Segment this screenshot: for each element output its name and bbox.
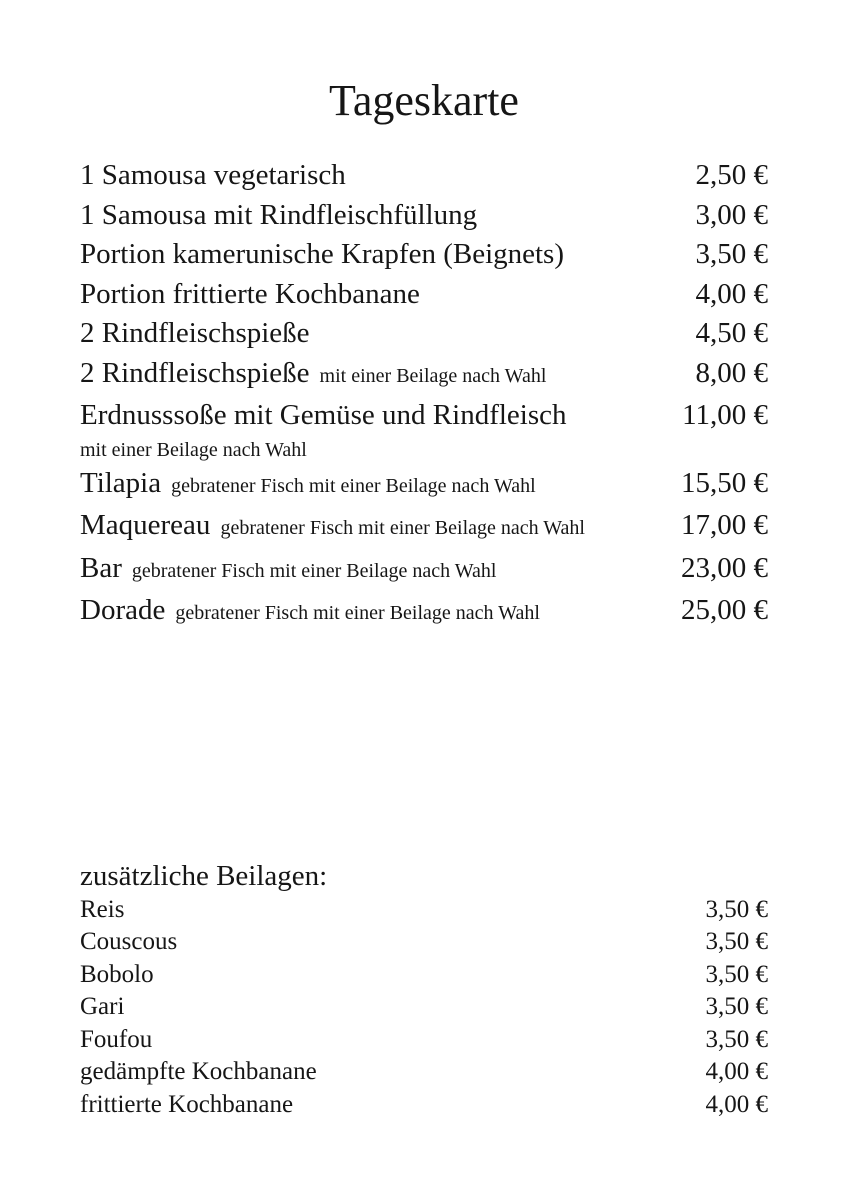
menu-item-text — [80, 235, 768, 275]
menu-item-line — [80, 196, 768, 236]
menu-item-name: Erdnusssoße mit Gemüse und Rindfleisch — [80, 399, 567, 431]
menu-item-name: Portion frittierte Kochbanane — [80, 277, 420, 310]
menu-item-price: 8,00 € — [695, 356, 768, 389]
side-item-name: frittierte Kochbanane — [80, 1091, 294, 1119]
menu-item-name: Tilapia — [80, 466, 162, 499]
menu-item-row — [80, 396, 768, 464]
menu-item-price: 15,50 € — [681, 466, 768, 499]
menu-item-name: 2 Rindfleischspieße — [80, 356, 310, 389]
menu-item-text — [80, 591, 768, 634]
menu-item-text — [80, 506, 768, 549]
menu-item-row — [80, 235, 768, 275]
side-item-row — [80, 894, 768, 927]
menu-item-price: 2,50 € — [695, 159, 768, 191]
menu-item-note: mit einer Beilage nach Wahl — [319, 364, 547, 387]
side-item-price: 3,50 € — [705, 960, 768, 988]
side-item-price: 3,50 € — [705, 993, 768, 1021]
menu-item-note: gebratener Fisch mit einer Beilage nach Wahl — [171, 474, 536, 497]
menu-item-price: 23,00 € — [681, 551, 768, 584]
sides-heading: zusätzliche Beilagen: — [80, 859, 328, 892]
menu-item-line — [80, 591, 768, 634]
sides-section — [80, 858, 768, 1122]
menu-item-row — [80, 275, 768, 315]
side-item-row — [80, 959, 768, 992]
menu-item-row — [80, 591, 768, 634]
menu-item-row — [80, 549, 768, 592]
side-item-price: 3,50 € — [705, 1025, 768, 1053]
side-item-price: 3,50 € — [705, 895, 768, 923]
menu-item-line — [80, 549, 768, 592]
side-item-price: 3,50 € — [705, 928, 768, 956]
menu-item-line — [80, 156, 768, 196]
menu-item-note: gebratener Fisch mit einer Beilage nach Wahl — [175, 602, 540, 624]
menu-item-text — [80, 396, 768, 464]
menu-item-line — [80, 235, 768, 275]
menu-item-name: Dorade — [80, 594, 166, 626]
side-item-name: Bobolo — [80, 960, 154, 988]
sides-list — [80, 894, 768, 1122]
menu-item-line — [80, 275, 768, 315]
menu-item-text — [80, 275, 768, 315]
side-item-name: Gari — [80, 993, 125, 1021]
menu-item-price: 3,00 € — [695, 198, 768, 231]
side-item-price: 4,00 € — [705, 1058, 768, 1086]
menu-item-row — [80, 354, 768, 397]
menu-item-name: Bar — [80, 551, 122, 584]
menu-item-text — [80, 354, 768, 397]
side-item-name: gedämpfte Kochbanane — [80, 1058, 317, 1086]
menu-item-row — [80, 196, 768, 236]
menu-item-name: Maquereau — [80, 509, 211, 541]
menu-item-name: 2 Rindfleischspieße — [80, 317, 310, 349]
menu-item-line — [80, 396, 768, 436]
menu-item-text — [80, 314, 768, 354]
menu-item-name: Portion kamerunische Krapfen (Beignets) — [80, 238, 564, 270]
side-item-row — [80, 1056, 768, 1089]
menu-item-price: 4,50 € — [695, 317, 768, 349]
menu-content — [0, 76, 849, 1122]
menu-item-price: 25,00 € — [681, 594, 768, 626]
menu-item-row — [80, 156, 768, 196]
menu-item-price: 17,00 € — [681, 509, 768, 541]
menu-item-subnote: mit einer Beilage nach Wahl — [80, 438, 307, 461]
side-item-row — [80, 1024, 768, 1057]
menu-item-row — [80, 314, 768, 354]
menu-item-text — [80, 196, 768, 236]
menu-item-note: gebratener Fisch mit einer Beilage nach Wahl — [220, 517, 585, 539]
menu-item-line — [80, 506, 768, 549]
side-item-price: 4,00 € — [705, 1091, 768, 1119]
menu-item-line — [80, 354, 768, 397]
side-item-row — [80, 926, 768, 959]
menu-item-row — [80, 506, 768, 549]
menu-item-row — [80, 464, 768, 507]
side-item-row — [80, 991, 768, 1024]
menu-item-text — [80, 464, 768, 507]
menu-item-text — [80, 549, 768, 592]
menu-item-line — [80, 464, 768, 507]
menu-item-line — [80, 314, 768, 354]
side-item-name: Couscous — [80, 928, 178, 956]
menu-item-price: 11,00 € — [682, 399, 768, 431]
menu-item-name: 1 Samousa mit Rindfleischfüllung — [80, 198, 478, 231]
menu-item-name: 1 Samousa vegetarisch — [80, 159, 346, 191]
menu-item-note: gebratener Fisch mit einer Beilage nach Wahl — [131, 559, 497, 582]
side-item-name: Reis — [80, 895, 125, 923]
side-item-row — [80, 1089, 768, 1122]
side-item-name: Foufou — [80, 1025, 153, 1053]
page-title: Tageskarte — [329, 76, 519, 125]
menu-item-text — [80, 156, 768, 196]
menu-item-price: 4,00 € — [695, 277, 768, 310]
menu-item-price: 3,50 € — [695, 238, 768, 270]
daily-menu-list — [80, 156, 768, 634]
